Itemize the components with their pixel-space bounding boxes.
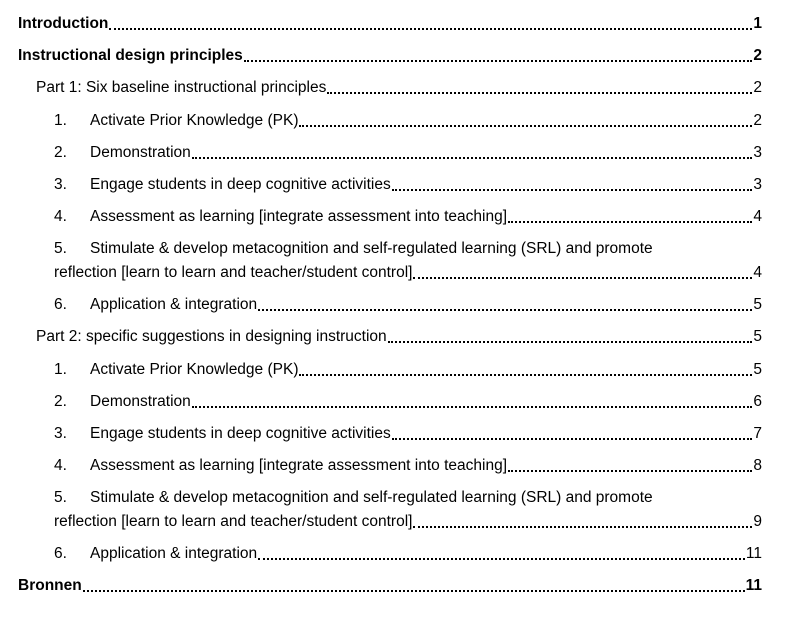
toc-entry-p1-2[interactable] (0, 142, 790, 164)
toc-number: 3. (54, 425, 67, 442)
toc-number: 4. (54, 457, 67, 474)
toc-title: Part 1: Six baseline instructional principles (36, 79, 327, 96)
toc-number: 5. (54, 240, 67, 257)
toc-title: Instructional design principles (18, 47, 243, 64)
leader-dots (508, 470, 752, 472)
toc-entry-p1-4[interactable] (0, 206, 790, 228)
toc-title: Stimulate & develop metacognition and self-regulated learning (SRL) and promote (90, 489, 653, 506)
toc-page-number: 5 (753, 296, 762, 313)
toc-page-number: 9 (753, 513, 762, 530)
toc-page-number: 7 (753, 425, 762, 442)
toc-title: Application & integration (90, 545, 258, 562)
toc-entry-introduction[interactable] (0, 13, 790, 35)
toc-title: Engage students in deep cognitive activities (90, 425, 391, 442)
leader-dots (327, 92, 752, 94)
toc-entry-p2-5-continued[interactable] (0, 511, 790, 533)
toc-title: Application & integration (90, 296, 258, 313)
toc-page-number: 6 (753, 393, 762, 410)
toc-number: 1. (54, 112, 67, 129)
leader-dots (392, 438, 753, 440)
toc-title: Bronnen (18, 577, 82, 594)
leader-dots (299, 374, 752, 376)
toc-title: Engage students in deep cognitive activities (90, 176, 391, 193)
leader-dots (388, 341, 753, 343)
toc-entry-part-2[interactable] (0, 326, 790, 348)
toc-title: Activate Prior Knowledge (PK) (90, 112, 299, 129)
toc-entry-p2-2[interactable] (0, 391, 790, 413)
toc-title: Demonstration (90, 144, 191, 161)
toc-page-number: 5 (753, 361, 762, 378)
toc-title: Demonstration (90, 393, 191, 410)
toc-number: 2. (54, 144, 67, 161)
toc-number: 6. (54, 545, 67, 562)
toc-number: 3. (54, 176, 67, 193)
toc-entry-p2-5[interactable] (0, 487, 790, 509)
toc-page-number: 5 (753, 328, 762, 345)
toc-page-number: 4 (753, 264, 762, 281)
toc-title: Part 2: specific suggestions in designing instruction (36, 328, 387, 345)
toc-number: 1. (54, 361, 67, 378)
leader-dots (244, 60, 753, 62)
toc-number: 6. (54, 296, 67, 313)
toc-number: 5. (54, 489, 67, 506)
leader-dots (192, 157, 753, 159)
toc-title-continued: reflection [learn to learn and teacher/student control] (54, 513, 413, 530)
toc-entry-p2-1[interactable] (0, 359, 790, 381)
toc-entry-p2-3[interactable] (0, 423, 790, 445)
leader-dots (83, 590, 745, 592)
toc-number: 2. (54, 393, 67, 410)
toc-title-continued: reflection [learn to learn and teacher/student control] (54, 264, 413, 281)
toc-title: Activate Prior Knowledge (PK) (90, 361, 299, 378)
toc-page-number: 3 (753, 144, 762, 161)
toc-entry-p1-5[interactable] (0, 238, 790, 260)
leader-dots (299, 125, 752, 127)
toc-entry-p2-4[interactable] (0, 455, 790, 477)
leader-dots (392, 189, 753, 191)
toc-page-number: 11 (745, 577, 762, 594)
toc-entry-bronnen[interactable] (0, 575, 790, 597)
leader-dots (413, 277, 752, 279)
toc-page-number: 2 (753, 47, 762, 64)
toc-page-number: 2 (753, 112, 762, 129)
leader-dots (258, 558, 745, 560)
toc-entry-p2-6[interactable] (0, 543, 790, 565)
toc-page-number: 3 (753, 176, 762, 193)
toc-title: Introduction (18, 15, 109, 32)
leader-dots (109, 28, 752, 30)
toc-entry-p1-1[interactable] (0, 110, 790, 132)
toc-entry-instructional-design-principles[interactable] (0, 45, 790, 67)
toc-page-number: 4 (753, 208, 762, 225)
leader-dots (508, 221, 752, 223)
toc-number: 4. (54, 208, 67, 225)
toc-entry-p1-5-continued[interactable] (0, 262, 790, 284)
toc-title: Stimulate & develop metacognition and self-regulated learning (SRL) and promote (90, 240, 653, 257)
toc-entry-p1-6[interactable] (0, 294, 790, 316)
leader-dots (258, 309, 752, 311)
leader-dots (413, 526, 752, 528)
toc-page-number: 2 (753, 79, 762, 96)
toc-page-number: 11 (745, 545, 762, 562)
leader-dots (192, 406, 753, 408)
toc-entry-part-1[interactable] (0, 77, 790, 99)
toc-page-number: 1 (753, 15, 762, 32)
toc-entry-p1-3[interactable] (0, 174, 790, 196)
toc-page-number: 8 (753, 457, 762, 474)
toc-title: Assessment as learning [integrate assessment into teaching] (90, 457, 508, 474)
toc-title: Assessment as learning [integrate assessment into teaching] (90, 208, 508, 225)
